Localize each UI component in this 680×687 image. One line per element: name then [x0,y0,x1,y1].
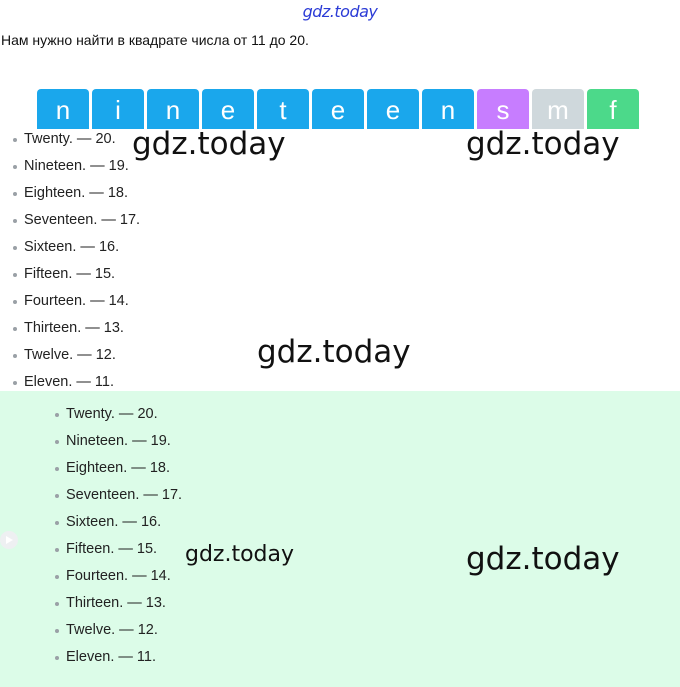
letter-tile: m [532,89,584,129]
watermark: gdz.today [466,126,620,162]
list-item: Eleven. — 11. [53,644,182,671]
watermark: gdz.today [257,334,411,370]
letter-tile: s [477,89,529,129]
list-item: Twenty. — 20. [53,401,182,428]
list-item: Seventeen. — 17. [53,482,182,509]
list-item: Seventeen. — 17. [11,207,140,234]
list-item: Fifteen. — 15. [11,261,140,288]
play-button[interactable] [0,531,18,549]
list-item: Thirteen. — 13. [53,590,182,617]
letter-tile: i [92,89,144,129]
watermark: gdz.today [185,542,295,567]
watermark: gdz.today [132,126,286,162]
watermark: gdz.today [466,541,620,577]
list-item: Nineteen. — 19. [53,428,182,455]
letter-tile: n [147,89,199,129]
letter-tile: e [367,89,419,129]
list-item: Twenty. — 20. [11,126,140,153]
letter-tile: e [202,89,254,129]
intro-text: Нам нужно найти в квадрате числа от 11 до 20. [1,32,309,48]
top-watermark: gdz.today [302,2,378,21]
list-item: Eleven. — 11. [11,369,140,396]
letter-grid-row [37,89,642,129]
list-item: Sixteen. — 16. [11,234,140,261]
list-item: Fourteen. — 14. [11,288,140,315]
list-item: Fifteen. — 15. [53,536,182,563]
list-item: Eighteen. — 18. [11,180,140,207]
letter-tile: e [312,89,364,129]
list-item: Twelve. — 12. [53,617,182,644]
list-item: Sixteen. — 16. [53,509,182,536]
numbers-list [11,126,140,396]
play-icon [4,535,14,545]
list-item: Nineteen. — 19. [11,153,140,180]
letter-tile: n [422,89,474,129]
numbers-list-answer [53,401,182,671]
list-item: Thirteen. — 13. [11,315,140,342]
list-item: Fourteen. — 14. [53,563,182,590]
list-item: Twelve. — 12. [11,342,140,369]
letter-tile: n [37,89,89,129]
list-item: Eighteen. — 18. [53,455,182,482]
letter-tile: t [257,89,309,129]
letter-tile: f [587,89,639,129]
